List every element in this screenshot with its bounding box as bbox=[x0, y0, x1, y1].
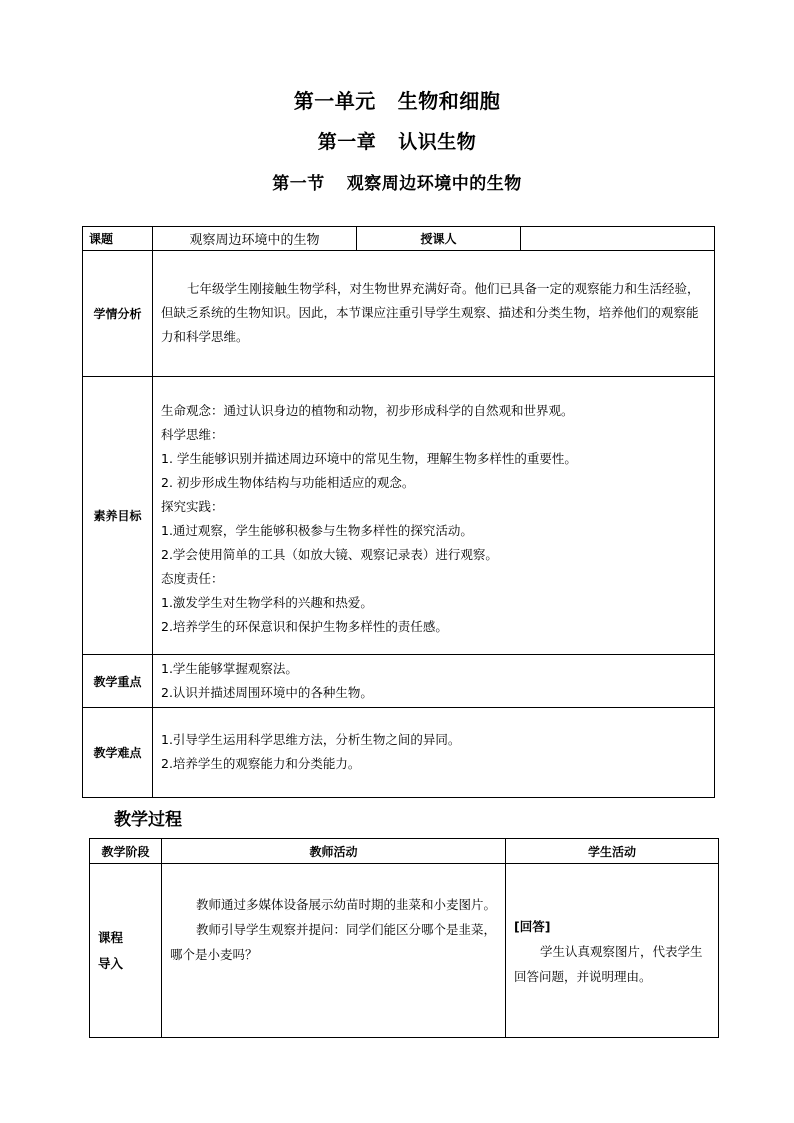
analysis-text: 七年级学生刚接触生物学科，对生物世界充满好奇。他们已具备一定的观察能力和生活经验，但缺乏系统的生物知识。因此，本节课应注重引导学生观察、描述和分类生物，培养他们的观察能力和科学思维。 bbox=[161, 281, 700, 344]
goal-line: 1. 学生能够识别并描述周边环境中的常见生物，理解生物多样性的重要性。 bbox=[161, 451, 577, 466]
difficult-point-line: 2.培养学生的观察能力和分类能力。 bbox=[161, 756, 361, 771]
key-points-cell bbox=[153, 655, 715, 708]
goal-line: 1.通过观察，学生能够积极参与生物多样性的探究活动。 bbox=[161, 523, 473, 538]
student-activity-cell bbox=[506, 864, 719, 1038]
process-heading: 教学过程 bbox=[114, 810, 182, 830]
goal-line: 科学思维： bbox=[161, 427, 224, 442]
unit-title bbox=[0, 85, 794, 114]
chapter-name: 认识生物 bbox=[398, 131, 477, 153]
process-table bbox=[89, 838, 719, 1038]
unit-number: 第一单元 bbox=[293, 89, 376, 113]
difficult-points-label: 教学难点 bbox=[83, 708, 153, 798]
goal-line: 2.学会使用简单的工具（如放大镜、观察记录表）进行观察。 bbox=[161, 547, 498, 562]
student-activity-tag: [回答] bbox=[514, 919, 551, 934]
col-teacher-header: 教师活动 bbox=[162, 839, 506, 864]
teacher-activity-text: 教师通过多媒体设备展示幼苗时期的韭菜和小麦图片。 bbox=[196, 897, 497, 912]
goal-line: 1.激发学生对生物学科的兴趣和热爱。 bbox=[161, 595, 373, 610]
topic-value: 观察周边环境中的生物 bbox=[153, 227, 357, 251]
goal-line: 态度责任： bbox=[161, 571, 224, 586]
key-point-line: 1.学生能够掌握观察法。 bbox=[161, 661, 298, 676]
teacher-activity-text: 教师引导学生观察并提问：同学们能区分哪个是韭菜，哪个是小麦吗？ bbox=[170, 922, 497, 962]
stage-cell bbox=[90, 864, 162, 1038]
lesson-info-table bbox=[82, 226, 715, 798]
teacher-value bbox=[521, 227, 715, 251]
col-student-header: 学生活动 bbox=[506, 839, 719, 864]
process-row bbox=[90, 864, 719, 1038]
goal-line: 2.培养学生的环保意识和保护生物多样性的责任感。 bbox=[161, 619, 448, 634]
process-header-row bbox=[90, 839, 719, 864]
topic-label: 课题 bbox=[83, 227, 153, 251]
chapter-number: 第一章 bbox=[317, 131, 377, 153]
section-name: 观察周边环境中的生物 bbox=[346, 174, 522, 194]
col-stage-header: 教学阶段 bbox=[90, 839, 162, 864]
stage-line-1: 课程 bbox=[98, 929, 124, 945]
student-activity-text: 学生认真观察图片，代表学生回答问题，并说明理由。 bbox=[514, 944, 703, 984]
unit-name: 生物和细胞 bbox=[397, 89, 501, 113]
key-points-label: 教学重点 bbox=[83, 655, 153, 708]
key-point-line: 2.认识并描述周围环境中的各种生物。 bbox=[161, 685, 373, 700]
stage-line-2: 导入 bbox=[98, 955, 124, 971]
goal-line: 探究实践： bbox=[161, 499, 224, 514]
chapter-title bbox=[0, 127, 794, 154]
goal-line: 生命观念：通过认识身边的植物和动物，初步形成科学的自然观和世界观。 bbox=[161, 403, 574, 418]
goal-line: 2. 初步形成生物体结构与功能相适应的观念。 bbox=[161, 475, 415, 490]
goals-label: 素养目标 bbox=[83, 377, 153, 655]
difficult-points-row bbox=[83, 708, 715, 798]
goals-row bbox=[83, 377, 715, 655]
topic-row bbox=[83, 227, 715, 251]
difficult-point-line: 1.引导学生运用科学思维方法，分析生物之间的异同。 bbox=[161, 732, 461, 747]
analysis-row bbox=[83, 251, 715, 377]
key-points-row bbox=[83, 655, 715, 708]
goals-cell bbox=[153, 377, 715, 655]
teacher-activity-cell bbox=[162, 864, 506, 1038]
teacher-label: 授课人 bbox=[357, 227, 521, 251]
section-title bbox=[0, 169, 794, 194]
difficult-points-cell bbox=[153, 708, 715, 798]
analysis-cell bbox=[153, 251, 715, 377]
section-number: 第一节 bbox=[272, 174, 325, 194]
analysis-label: 学情分析 bbox=[83, 251, 153, 377]
